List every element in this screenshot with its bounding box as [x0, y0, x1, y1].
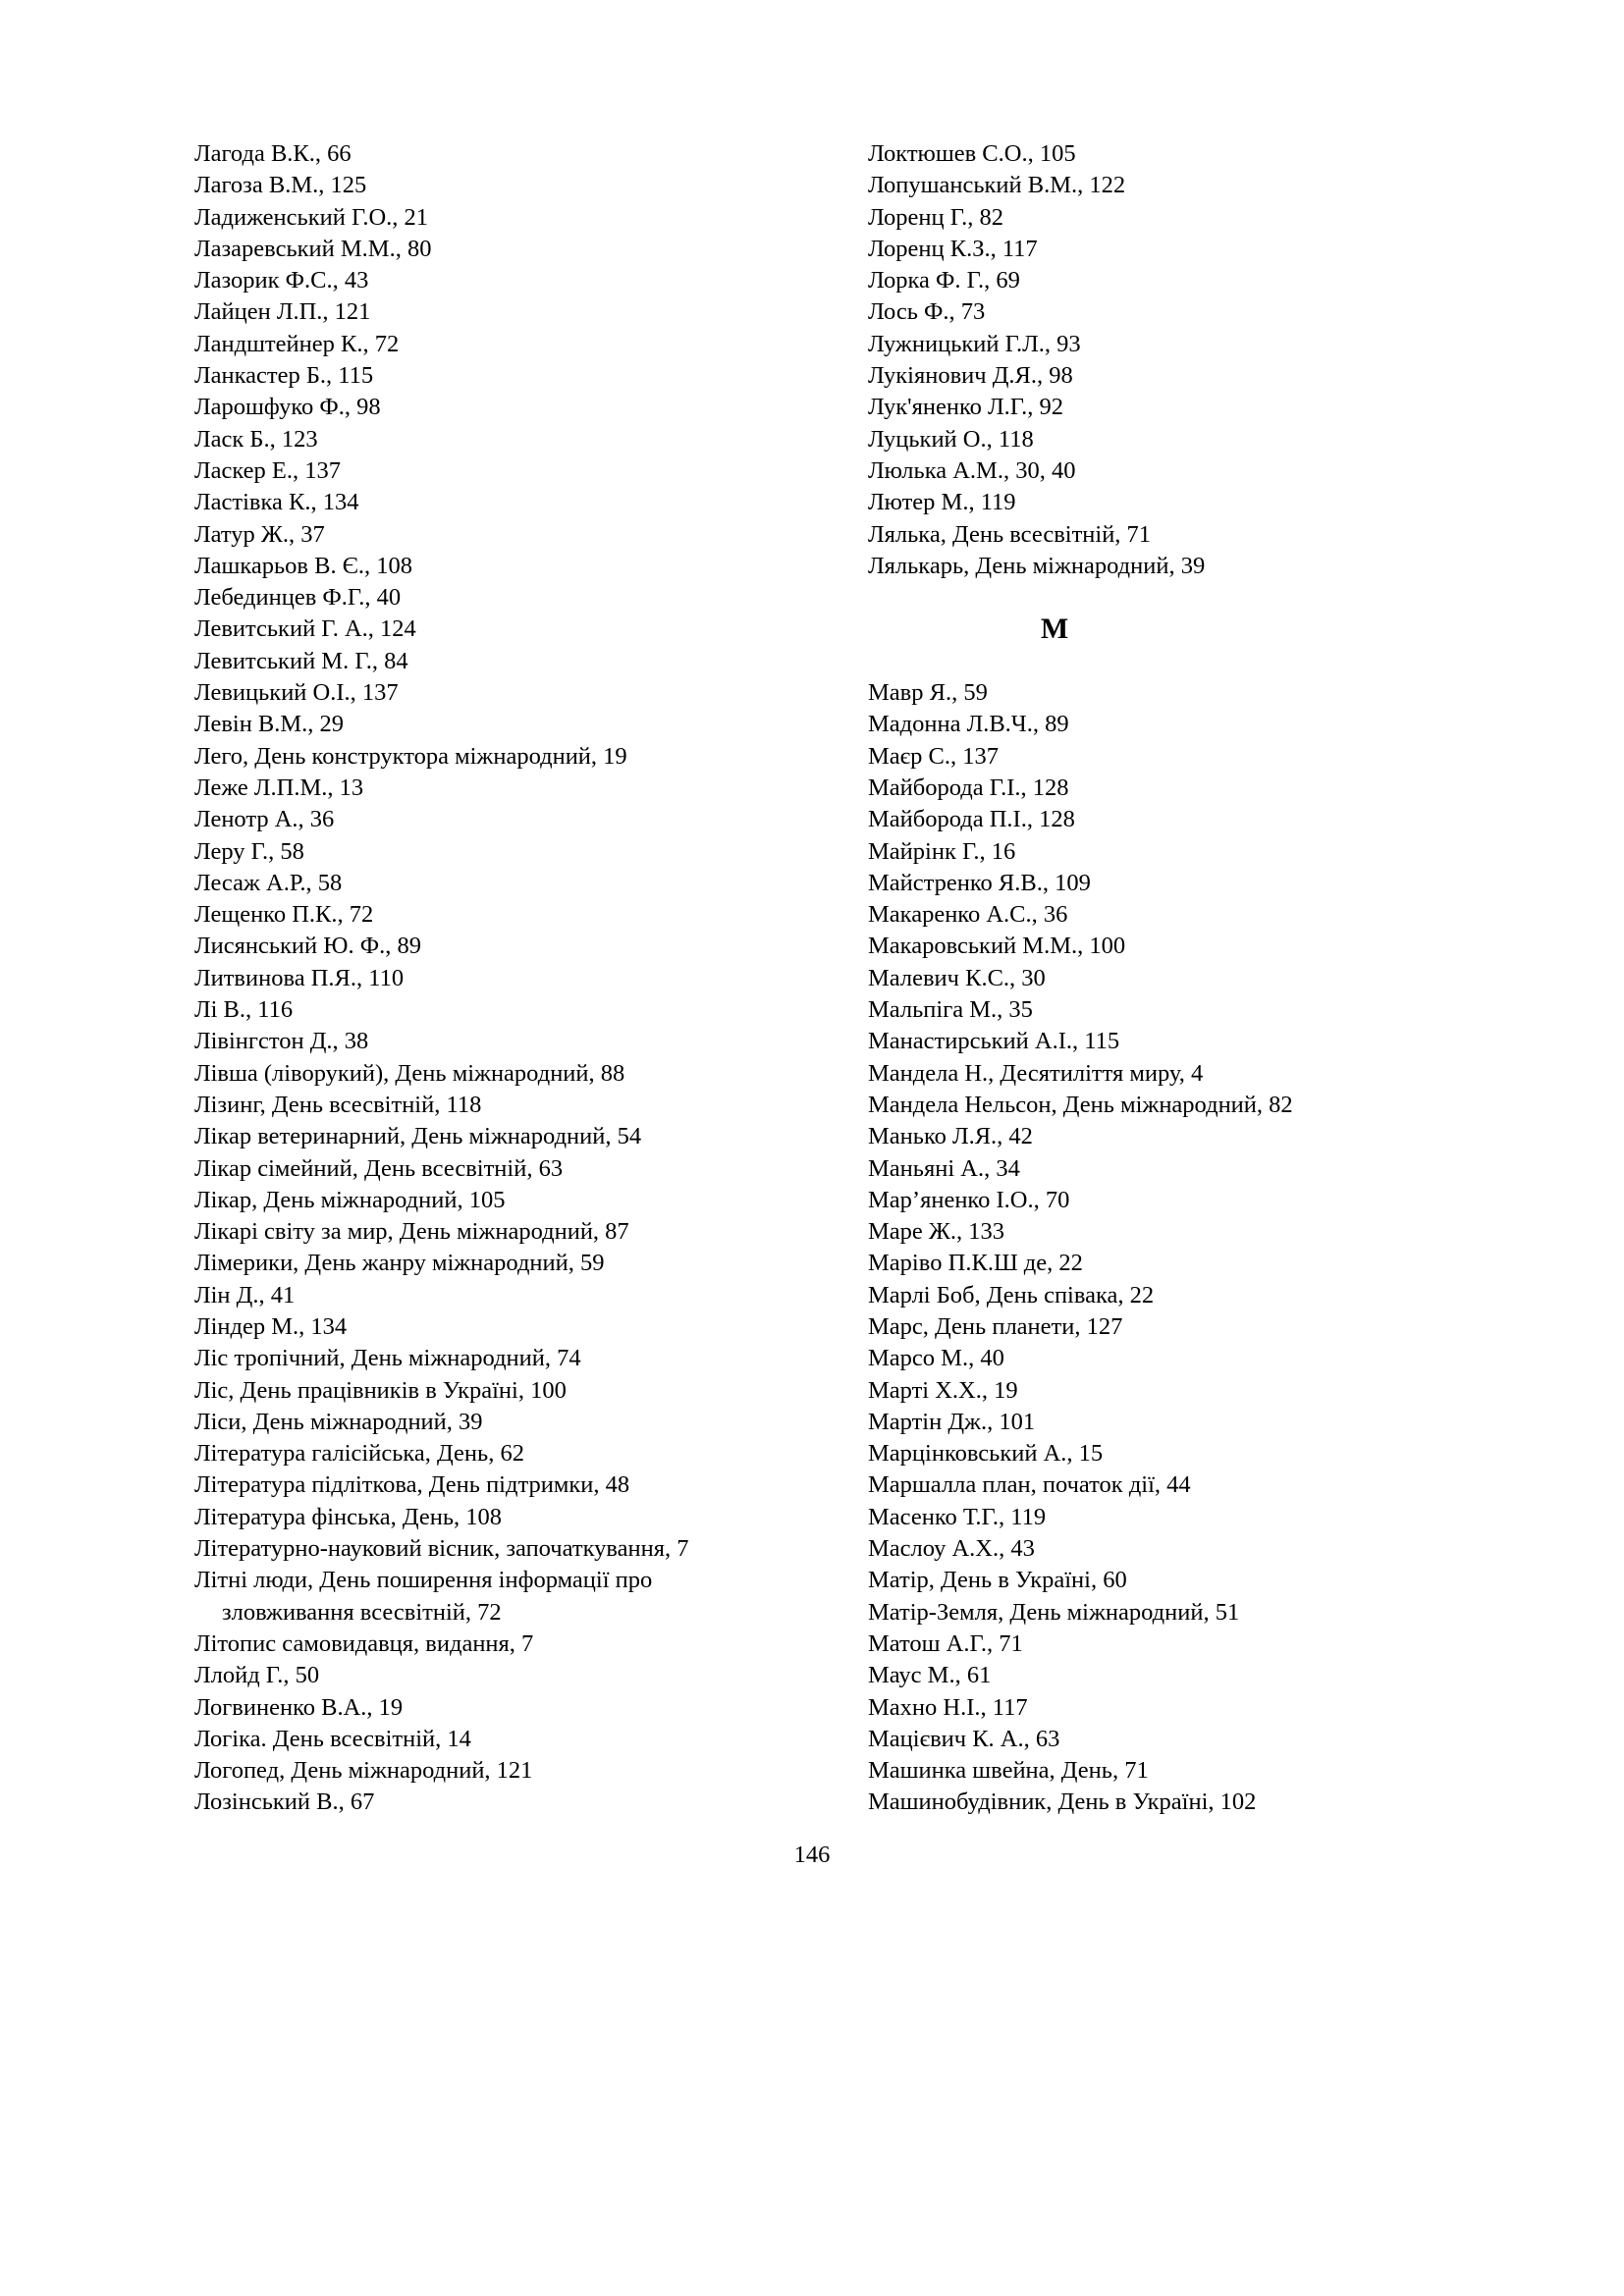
index-entry — [194, 551, 823, 582]
index-entry: Мацієвич К. А., 63 — [868, 1725, 1060, 1752]
index-entry: Лук'яненко Л.Г., 92 — [868, 394, 1063, 421]
page-number: 146 — [793, 1842, 831, 1868]
index-entry-text: Ланкастер Б., 115 — [194, 362, 374, 390]
index-entry-text: Логопед, День міжнародний, 121 — [194, 1757, 533, 1785]
index-entry-text: Лікар, День міжнародний, 105 — [194, 1186, 506, 1213]
index-entry: Люлька А.М., 30, 40 — [868, 456, 1076, 484]
index-entry-text: Лі В., 116 — [194, 996, 294, 1024]
index-entry: Марлі Боб, День співака, 22 — [868, 1281, 1155, 1308]
index-entry: Лоренц К.З., 117 — [868, 235, 1038, 262]
index-entry: Маус М., 61 — [868, 1662, 992, 1689]
index-entry-text: Леже Л.П.М., 13 — [194, 774, 364, 801]
index-entry: Лорка Ф. Г., 69 — [868, 267, 1020, 294]
index-entry: Марсо М., 40 — [868, 1345, 1004, 1372]
index-entry-text: Лагоза В.М., 125 — [194, 172, 367, 199]
index-entry: Матір-Земля, День міжнародний, 51 — [868, 1598, 1240, 1626]
index-entry: Маєр С., 137 — [868, 742, 1000, 770]
index-entry: Мавр Я., 59 — [868, 679, 988, 707]
index-entry: Лукіянович Д.Я., 98 — [868, 362, 1073, 390]
index-entry — [194, 582, 823, 614]
index-entry: Майборода Г.І., 128 — [868, 774, 1069, 801]
index-entry — [194, 1565, 823, 1629]
index-entry: Марівo П.К.Ш де, 22 — [868, 1250, 1083, 1277]
index-entry — [194, 360, 823, 392]
index-entry: Лялькарь, День міжнародний, 39 — [868, 552, 1206, 579]
index-entry: Мандела Нельсон, День міжнародний, 82 — [868, 1091, 1293, 1118]
index-entry — [194, 677, 823, 709]
index-entry — [194, 487, 823, 518]
index-entry-text: Література фінська, День, 108 — [194, 1503, 503, 1530]
index-entry — [194, 1692, 823, 1724]
index-entry — [194, 138, 823, 170]
index-entry: Марті Х.Х., 19 — [868, 1376, 1018, 1404]
index-entry-text: Лізинг, День всесвітній, 118 — [194, 1091, 482, 1118]
index-entry — [194, 265, 823, 296]
index-entry-text: Лікар сімейний, День всесвітній, 63 — [194, 1154, 564, 1182]
index-entry: Луцький О., 118 — [868, 425, 1034, 453]
index-entry — [194, 1121, 823, 1152]
index-entry: Лось Ф., 73 — [868, 298, 986, 326]
index-entry — [194, 392, 823, 423]
index-entry: Маршалла план, початок дії, 44 — [868, 1471, 1191, 1499]
index-entry-text: Лисянський Ю. Ф., 89 — [194, 933, 421, 960]
index-entry: Лютер М., 119 — [868, 489, 1016, 516]
index-entry-text: Література підліткова, День підтримки, 48 — [194, 1471, 630, 1499]
index-entry — [194, 1311, 823, 1343]
index-entry-text: Лікар ветеринарний, День міжнародний, 54 — [194, 1123, 642, 1150]
index-entry — [194, 836, 823, 868]
index-entry-text: Літературно-науковий вісник, започаткування, 7 — [194, 1535, 689, 1563]
index-entry: Лоренц Г., 82 — [868, 203, 1004, 231]
index-entry-text: Левицький О.І., 137 — [194, 679, 399, 707]
index-entry-text: Лесаж А.Р., 58 — [194, 869, 343, 896]
index-group-l-continued — [868, 138, 1418, 582]
index-entry — [194, 1343, 823, 1374]
index-entry: Матош А.Г., 71 — [868, 1629, 1023, 1657]
index-entry: Масенко Т.Г., 119 — [868, 1503, 1047, 1530]
index-entry — [194, 455, 823, 487]
index-entry — [194, 1026, 823, 1057]
index-entry: Манько Л.Я., 42 — [868, 1123, 1033, 1150]
index-entry: Мадонна Л.В.Ч., 89 — [868, 711, 1069, 738]
index-entry-text: Ладиженський Г.О., 21 — [194, 203, 429, 231]
index-entry — [194, 614, 823, 645]
index-entry-text: Латур Ж., 37 — [194, 520, 325, 548]
index-entry-text: Лікарі світу за мир, День міжнародний, 87 — [194, 1218, 629, 1246]
index-entry-text: Лагода В.К., 66 — [194, 140, 352, 167]
index-entry — [194, 234, 823, 265]
index-column-left — [194, 138, 823, 1819]
index-entry-text: Ластівка К., 134 — [194, 489, 359, 516]
index-entry — [194, 1248, 823, 1279]
index-entry: Машинка швейна, День, 71 — [868, 1757, 1149, 1785]
index-entry: Мандела Н., Десятиліття миру, 4 — [868, 1059, 1204, 1087]
index-entry: Машинобудівник, День в Україні, 102 — [868, 1789, 1257, 1816]
index-entry — [194, 1755, 823, 1787]
index-entry: Манастирський А.І., 115 — [868, 1028, 1120, 1055]
index-entry: Махно Н.І., 117 — [868, 1693, 1028, 1721]
index-entry-text: Лайцен Л.П., 121 — [194, 298, 371, 326]
index-entry-text: Ленотр А., 36 — [194, 806, 335, 833]
index-entry — [194, 1438, 823, 1469]
index-entry: Матір, День в Україні, 60 — [868, 1567, 1127, 1594]
index-entry — [194, 709, 823, 740]
index-entry-text: Левін В.М., 29 — [194, 711, 345, 738]
index-entry — [194, 1090, 823, 1121]
index-entry: Макаровський М.М., 100 — [868, 933, 1126, 960]
index-entry — [194, 899, 823, 931]
index-entry-text: Лего, День конструктора міжнародний, 19 — [194, 742, 627, 770]
index-entry — [194, 741, 823, 773]
index-entry-text: Ларошфуко Ф., 98 — [194, 394, 381, 421]
index-entry — [194, 804, 823, 835]
index-entry-text: Література галісійська, День, 62 — [194, 1440, 524, 1468]
index-entry: Майстренко Я.В., 109 — [868, 869, 1091, 896]
index-entry-text: Леру Г., 58 — [194, 837, 304, 865]
index-entry — [194, 170, 823, 201]
index-entry: Марс, День планети, 127 — [868, 1312, 1123, 1340]
index-entry — [194, 646, 823, 677]
index-entry-text: Ласкер Е., 137 — [194, 456, 341, 484]
index-entry-text: Літні люди, День поширення інформації про — [194, 1567, 653, 1594]
index-entry — [194, 1629, 823, 1660]
index-entry — [194, 1533, 823, 1565]
index-entry-text: Лівінгстон Д., 38 — [194, 1028, 369, 1055]
index-entry: Макаренко А.С., 36 — [868, 901, 1068, 929]
index-column-right — [868, 138, 1418, 1819]
index-entry — [194, 1375, 823, 1407]
index-entry — [194, 1787, 823, 1818]
index-entry-text: Лещенко П.К., 72 — [194, 901, 374, 929]
index-entry-text: Литвинова П.Я., 110 — [194, 964, 405, 991]
index-entry — [194, 1280, 823, 1311]
index-entry — [194, 519, 823, 551]
index-entry — [194, 1407, 823, 1438]
index-entry: Маслоу А.Х., 43 — [868, 1535, 1035, 1563]
index-entry: Маре Ж., 133 — [868, 1218, 1004, 1246]
index-entry-text: Логіка. День всесвітній, 14 — [194, 1725, 471, 1752]
index-entry — [194, 963, 823, 994]
index-entry: Лужницький Г.Л., 93 — [868, 330, 1081, 357]
index-entry — [194, 931, 823, 962]
index-entry: Майрінк Г., 16 — [868, 837, 1016, 865]
index-entry — [194, 1058, 823, 1090]
index-entry — [194, 994, 823, 1026]
index-entry-text: Лозінський В., 67 — [194, 1789, 375, 1816]
index-entry-text: Ліс тропічний, День міжнародний, 74 — [194, 1345, 581, 1372]
index-entry — [194, 1660, 823, 1691]
index-entry-continuation: зловживання всесвітній, 72 — [222, 1598, 502, 1626]
index-entry — [194, 1185, 823, 1216]
index-entry-text: Ллойд Г., 50 — [194, 1662, 320, 1689]
index-entry: Малевич К.С., 30 — [868, 964, 1046, 991]
index-entry: Маньяні А., 34 — [868, 1154, 1020, 1182]
index-entry-text: Левитський Г. А., 124 — [194, 615, 416, 643]
index-entry-text: Ландштейнер К., 72 — [194, 330, 400, 357]
index-entry — [194, 1502, 823, 1533]
section-letter-heading: М — [1040, 613, 1069, 646]
index-entry — [194, 329, 823, 360]
index-entry — [194, 1216, 823, 1248]
index-entry: Лялька, День всесвітній, 71 — [868, 520, 1152, 548]
index-entry-text: Лашкарьов В. Є., 108 — [194, 552, 413, 579]
index-entry — [194, 424, 823, 455]
index-entry-text: Лівша (ліворукий), День міжнародний, 88 — [194, 1059, 625, 1087]
index-entry-text: Ласк Б., 123 — [194, 425, 318, 453]
index-entry — [194, 868, 823, 899]
index-entry-text: Лімерики, День жанру міжнародний, 59 — [194, 1250, 605, 1277]
index-entry — [194, 1469, 823, 1501]
index-entry-text: Ліси, День міжнародний, 39 — [194, 1408, 483, 1435]
index-entry-text: Лазаревський М.М., 80 — [194, 235, 432, 262]
index-entry-text: Левитський М. Г., 84 — [194, 647, 408, 674]
index-entry: Марцінковський А., 15 — [868, 1440, 1104, 1468]
index-entry-text: Лазорик Ф.С., 43 — [194, 267, 369, 294]
index-entry — [194, 1153, 823, 1185]
index-entry-text: Лебединцев Ф.Г., 40 — [194, 584, 402, 612]
index-entry — [194, 202, 823, 234]
index-entry: Локтюшев С.О., 105 — [868, 140, 1076, 167]
index-entry: Мар’яненко І.О., 70 — [868, 1186, 1070, 1213]
index-entry — [194, 296, 823, 328]
index-entry-text: Ліс, День працівників в Україні, 100 — [194, 1376, 567, 1404]
index-entry-text: Лін Д., 41 — [194, 1281, 296, 1308]
index-group-m — [868, 677, 1418, 1819]
index-entry-text: Літопис самовидавця, видання, 7 — [194, 1629, 534, 1657]
index-entry-text: Ліндер М., 134 — [194, 1312, 348, 1340]
index-entry: Лопушанський В.М., 122 — [868, 172, 1126, 199]
index-entry — [194, 773, 823, 804]
index-entry: Мартін Дж., 101 — [868, 1408, 1036, 1435]
index-entry — [194, 1724, 823, 1755]
index-entry: Майборода П.І., 128 — [868, 806, 1075, 833]
index-entry-text: Логвиненко В.А., 19 — [194, 1693, 404, 1721]
index-entry: Мальпіга М., 35 — [868, 996, 1033, 1024]
